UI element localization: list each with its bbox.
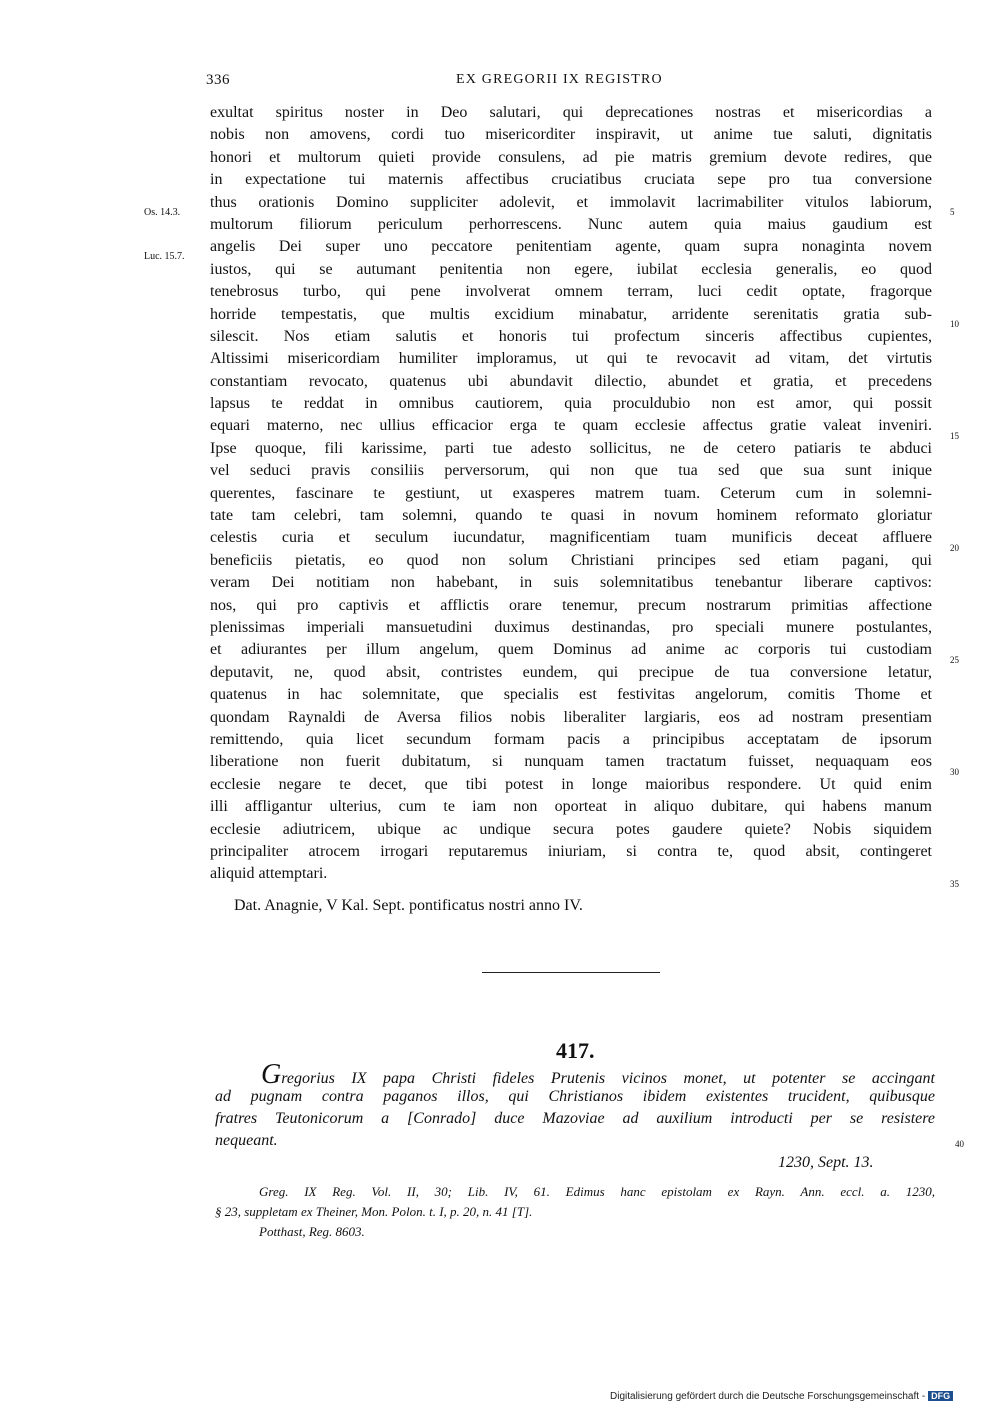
body-line: liberatione non fuerit dubitatum, si nunquam tamen tractatum fuisset, nequaquam eos <box>210 753 932 771</box>
body-line: ecclesie negare te decet, que tibi potest in longe maioribus respondere. Ut quid enim <box>210 775 932 793</box>
body-line: illi affligantur ulterius, cum te iam non oporteat in aliquo dubitare, qui habens manum <box>210 798 932 816</box>
source-line: Greg. IX Reg. Vol. II, 30; Lib. IV, 61. Edimus hanc epistolam ex Rayn. Ann. eccl. a. 1230, <box>259 1184 935 1199</box>
document-date: 1230, Sept. 13. <box>778 1154 874 1171</box>
body-line: in expectatione tui maternis affectibus cruciatibus cruciata sepe pro tua conversione <box>210 171 932 189</box>
body-line: querentes, fascinare te gestiunt, ut exasperes matrem tuam. Ceterum cum in solemni- <box>210 484 932 502</box>
body-line: ecclesie adiutricem, ubique ac undique secura potes gaudere quiete? Nobis siquidem <box>210 820 932 838</box>
body-line: iustos, qui se autumant penitentia non egere, iubilat ecclesia generalis, eo quod <box>210 260 932 278</box>
body-line: principaliter atrocem irrogari reputaremus iniuriam, si contra te, quod absit, contingeret <box>210 842 932 860</box>
line-number: 20 <box>950 543 959 553</box>
body-line: exultat spiritus noster in Deo salutari, qui deprecationes nostras et misericordias a <box>210 104 932 121</box>
summary-line: fratres Teutonicorum a [Conrado] duce Mazoviae ad auxilium introducti per se resistere <box>215 1110 935 1127</box>
body-line: deputavit, ne, quod absit, contristes eundem, qui precipue de tua conversione letatur, <box>210 663 932 681</box>
margin-reference-luc: Luc. 15.7. <box>144 251 185 262</box>
line-number: 15 <box>950 431 959 441</box>
document-number: 417. <box>556 1038 595 1063</box>
digitization-footer <box>610 1391 953 1402</box>
body-line: tenebrosus turbo, qui pene involverat omnem terram, luci cedit optate, fragorque <box>210 283 932 301</box>
body-line: silescit. Nos etiam salutis et honoris tui profectum sinceris affectibus cupientes, <box>210 327 932 345</box>
body-line: equari materno, nec ullius efficacior erga te quam ecclesie affectus gratie valeat inveniri. <box>210 417 932 435</box>
line-number: 25 <box>950 655 959 665</box>
body-line: plenissimas imperiali mansuetudini duximus destinandas, pro speciali munere postulantes, <box>210 618 932 636</box>
initial-letter: G <box>261 1059 282 1090</box>
body-line: lapsus te reddat in omnibus cautiorem, quia proculdubio non est amor, qui possit <box>210 395 932 413</box>
source-line: Potthast, Reg. 8603. <box>259 1224 365 1239</box>
body-line: remittendo, quia licet secundum formam pacis a principibus acceptatam de ipsorum <box>210 730 932 748</box>
line-number: 5 <box>950 207 955 217</box>
running-title: EX GREGORII IX REGISTRO <box>456 72 663 87</box>
body-line: veram Dei notitiam non habebant, in suis solemnitatibus tenebantur liberare captivos: <box>210 574 932 592</box>
body-line: celestis curia et seculum iucundatur, magnificentiam tuam munificis deceat affluere <box>210 529 932 547</box>
body-line: Ipse quoque, fili karissime, parti tue adesto sollicitus, ne de cetero patiaris te abduci <box>210 439 932 457</box>
body-line: constantiam revocato, quatenus ubi abundavit dilectio, abundet et gratia, et precedens <box>210 372 932 390</box>
body-line: nobis non amovens, cordi tuo misericorditer inspiravit, ut anime tue saluti, dignitatis <box>210 126 932 144</box>
body-line: quatenus in hac solemnitate, que specialis est festivitas angelorum, comitis Thome et <box>210 686 932 704</box>
source-notes <box>215 1182 935 1242</box>
section-divider <box>482 972 660 973</box>
line-number: 30 <box>950 767 959 777</box>
line-number: 40 <box>955 1139 964 1149</box>
summary-line: nequeant. <box>215 1132 278 1149</box>
letter-body <box>210 102 932 886</box>
summary-line <box>215 1059 935 1090</box>
body-line: aliquid attemptari. <box>210 865 328 883</box>
body-line: vel seduci pravis consiliis perversorum, qui non que tua sed que sua sunt inique <box>210 462 932 480</box>
footer-text: Digitalisierung gefördert durch die Deutsche Forschungsgemeinschaft - <box>610 1391 926 1402</box>
body-line: nos, qui pro captivis et afflictis orare tenemur, precum nostrarum primitias affectione <box>210 596 932 614</box>
line-number: 10 <box>950 319 959 329</box>
source-line: § 23, suppletam ex Theiner, Mon. Polon. t. I, p. 20, n. 41 [T]. <box>215 1204 533 1219</box>
body-line: horride tempestatis, que multis excidium minabatur, arridente serenitatis gratia sub- <box>210 305 932 323</box>
summary-line: ad pugnam contra paganos illos, qui Christianos ibidem existentes trucident, quibusque <box>215 1088 935 1105</box>
margin-reference-os: Os. 14.3. <box>144 207 181 218</box>
body-line: quondam Raynaldi de Aversa filios nobis liberaliter largiaris, eos ad nostram presentiam <box>210 708 932 726</box>
summary-line-text: regorius IX papa Christi fideles Prutenis vicinos monet, ut potenter se accingant <box>281 1070 935 1087</box>
body-line: honori et multorum quieti provide consulens, ad pie matris gremium devote redires, que <box>210 148 932 166</box>
body-line: et adiurantes per illum angelum, quem Dominus ad anime ac corporis tui custodiam <box>210 641 932 659</box>
body-line: Altissimi misericordiam humiliter imploramus, ut qui te revocavit ad vitam, det virtutis <box>210 350 932 368</box>
body-line: tate tam celebri, tam solemni, quando te quasi in novum hominem reformato gloriatur <box>210 507 932 525</box>
line-number: 35 <box>950 879 959 889</box>
dating-clause: Dat. Anagnie, V Kal. Sept. pontificatus nostri anno IV. <box>234 897 583 914</box>
dfg-logo: DFG <box>928 1391 953 1401</box>
body-line: beneficiis pietatis, eo quod non solum Christiani principes sed etiam pagani, qui <box>210 551 932 569</box>
body-line: angelis Dei super uno peccatore penitentiam agente, quam supra nonaginta novem <box>210 238 932 256</box>
regest-summary <box>215 1059 935 1152</box>
body-line: thus orationis Domino suppliciter adolevit, et immolavit lacrimabiliter vitulos labiorum, <box>210 193 932 211</box>
body-line: multorum filiorum periculum perhorrescens. Nunc autem quia maius gaudium est <box>210 215 932 233</box>
page-number: 336 <box>206 72 230 88</box>
